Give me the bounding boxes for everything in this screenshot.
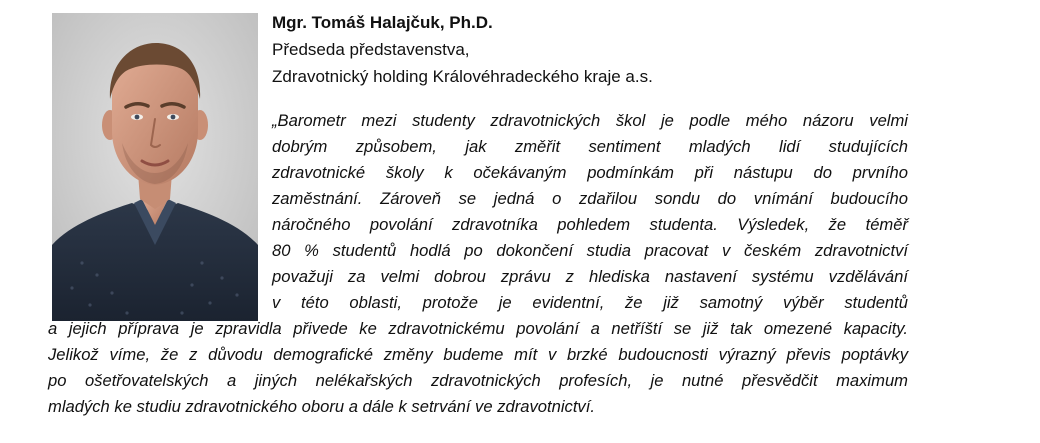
- quote-line: náročného povolání zdravotníka pohledem studenta. Výsledek, že téměř: [272, 215, 908, 234]
- person-organization: Zdravotnický holding Královéhradeckého kraje a.s.: [272, 67, 653, 86]
- portrait-photo: [52, 13, 258, 321]
- quote-line: a jejich příprava je zpravidla přivede ke zdravotnickému povolání a netříští se již tak omezené kapacity.: [48, 319, 908, 338]
- quote-line: Jelikož víme, že z důvodu demografické změny budeme mít v brzké budoucnosti výrazný převis poptávky: [48, 345, 908, 364]
- quote-line: zaměstnání. Zároveň se jedná o zdařilou sondu do vnímání budoucího: [272, 189, 908, 208]
- person-role: Předseda představenstva,: [272, 40, 470, 59]
- quote-line-last: mladých ke studiu zdravotnického oboru a dále k setrvání ve zdravotnictví.: [48, 397, 595, 416]
- quote-line: 80 % studentů hodlá po dokončení studia pracovat v českém zdravotnictví: [272, 241, 908, 260]
- quote-line: považuji za velmi dobrou zprávu z hlediska nastavení systému vzdělávání: [272, 267, 908, 286]
- quote-line: v této oblasti, protože je evidentní, že již samotný výběr studentů: [272, 293, 908, 312]
- quote-line: „Barometr mezi studenty zdravotnických škol je podle mého názoru velmi: [272, 111, 908, 130]
- quote-line: po ošetřovatelských a jiných nelékařských zdravotnických profesích, je nutné přesvědčit maximum: [48, 371, 908, 390]
- quote-line: dobrým způsobem, jak změřit sentiment mladých lidí studujících: [272, 137, 908, 156]
- person-name: Mgr. Tomáš Halajčuk, Ph.D.: [272, 13, 493, 32]
- quote-line: zdravotnické školy k očekávaným podmínkám při nástupu do prvního: [272, 163, 908, 182]
